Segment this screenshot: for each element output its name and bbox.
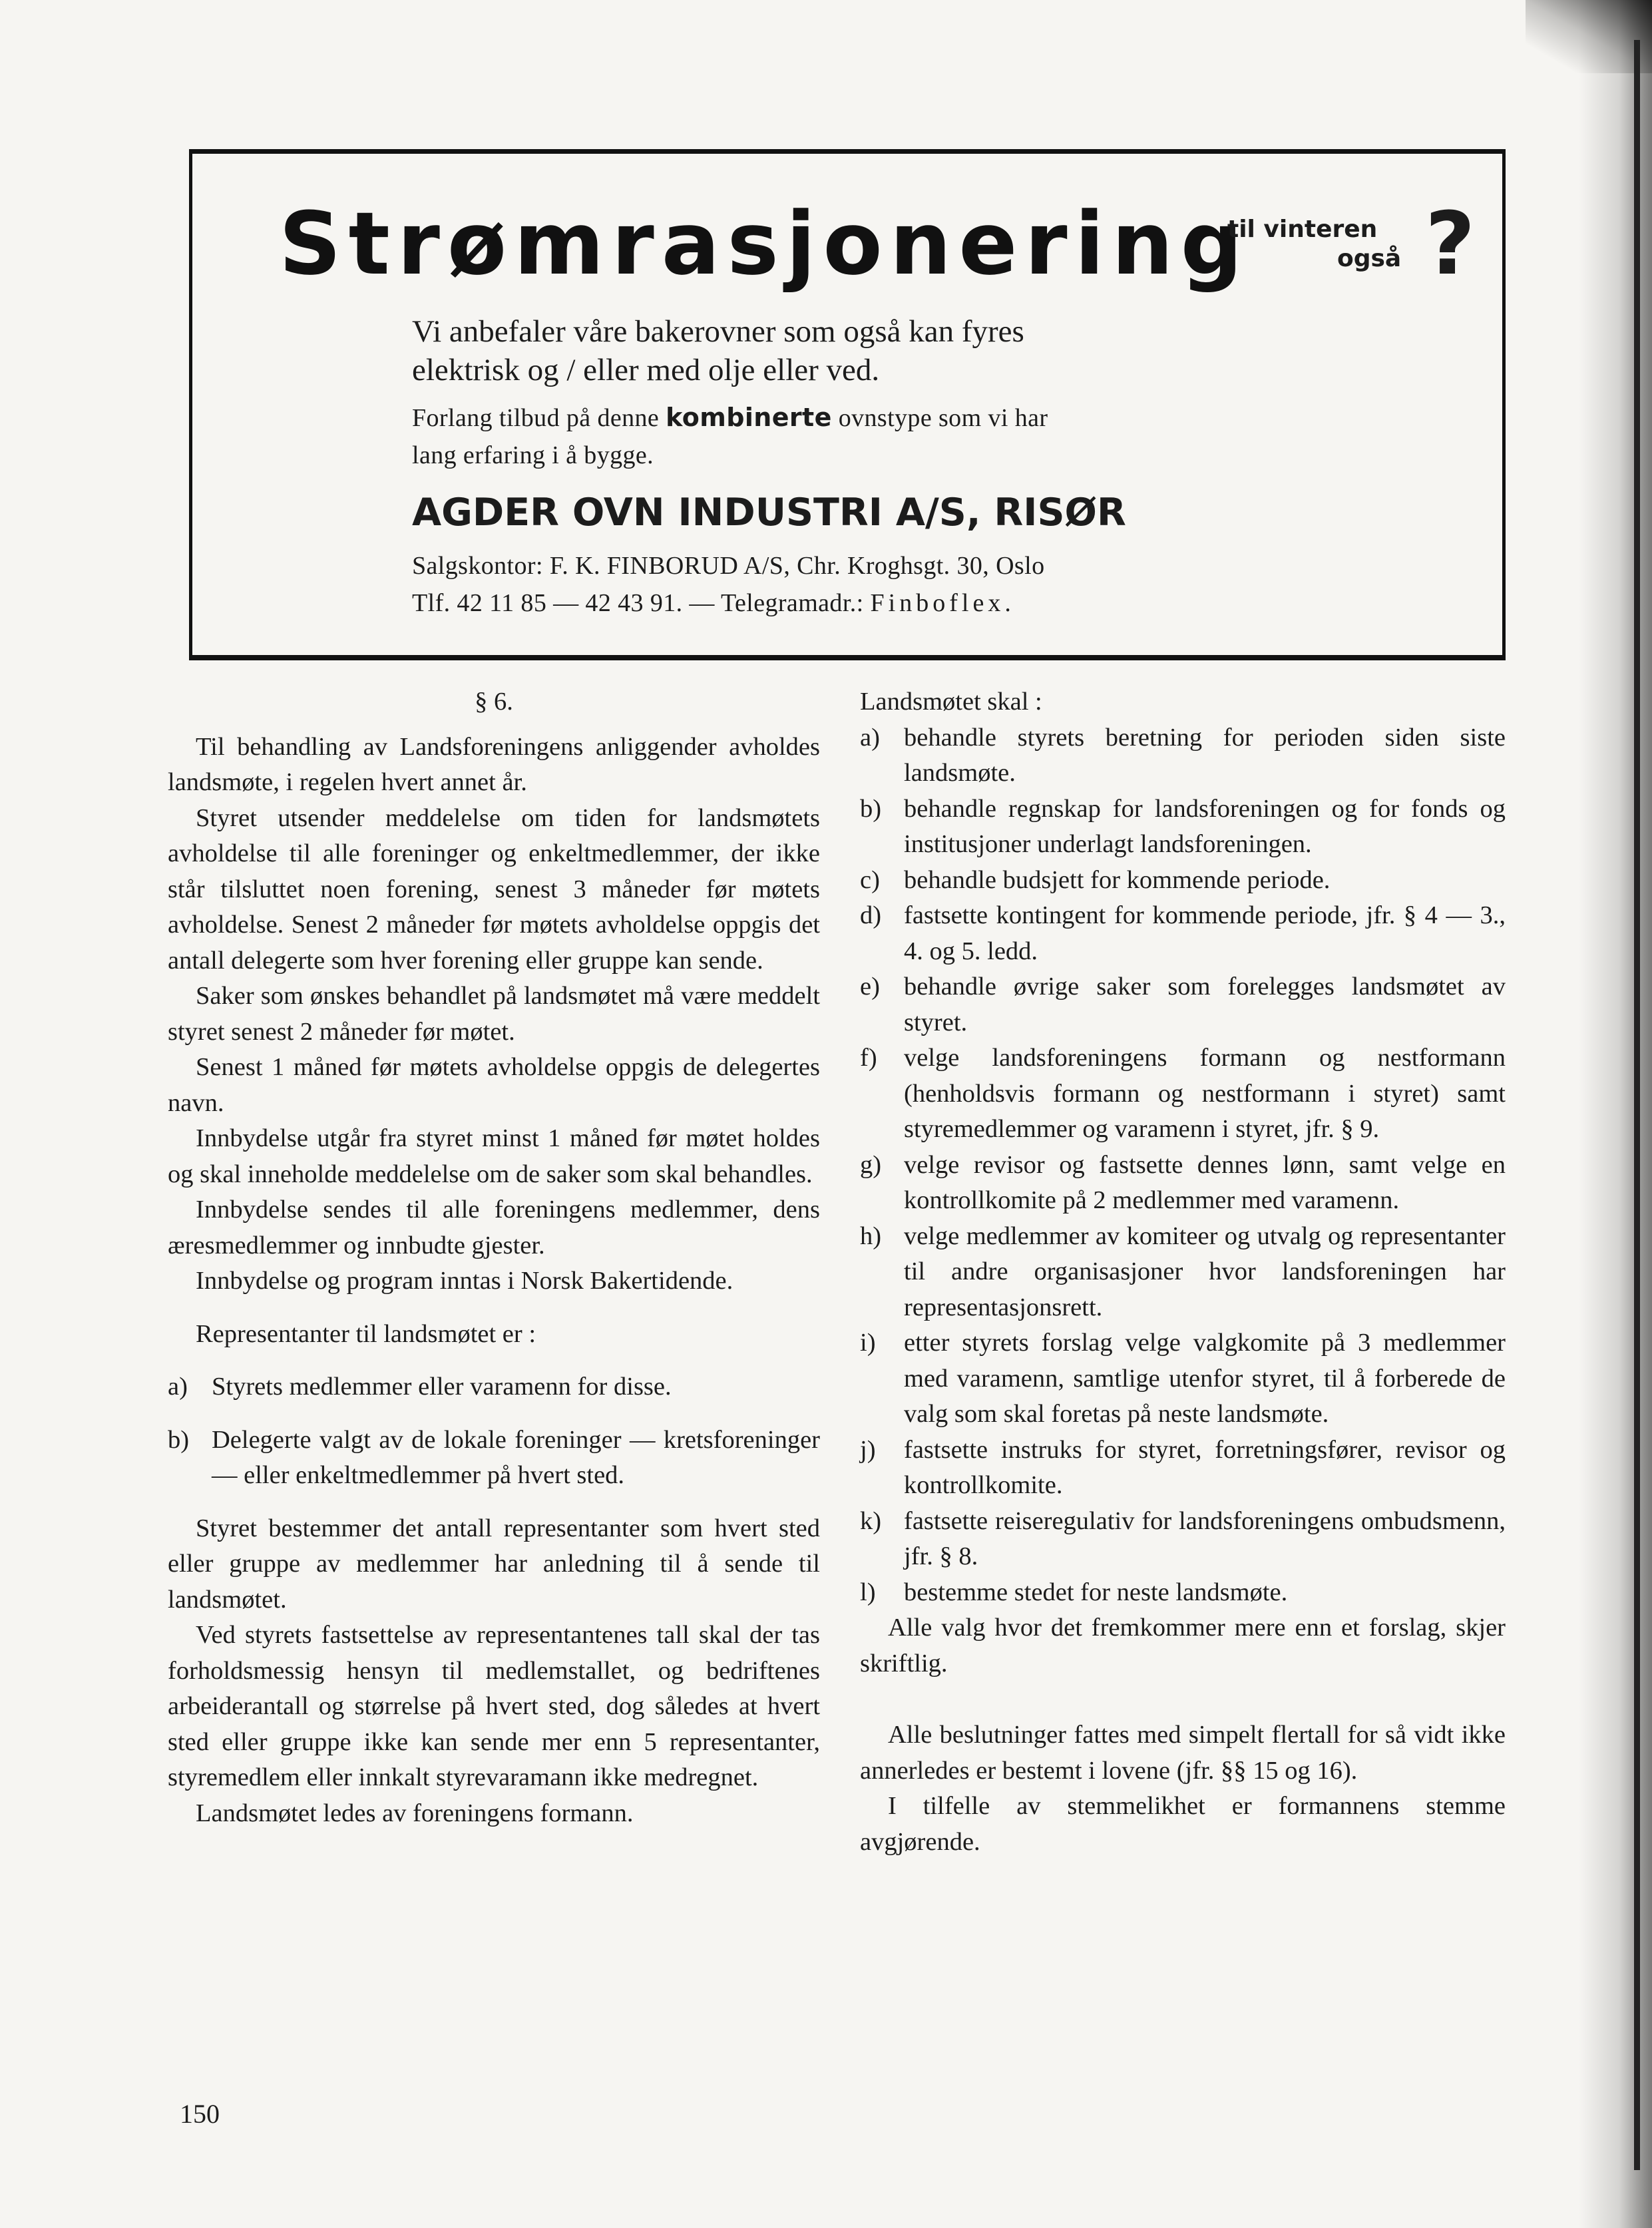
- list-item: [168, 1423, 820, 1494]
- agenda-item-label: j): [860, 1435, 876, 1464]
- list-item-text: Styrets medlemmer eller varamenn for disse.: [212, 1373, 672, 1401]
- ad-line-text: Forlang tilbud på denne: [412, 404, 660, 432]
- list-item: [168, 1369, 820, 1405]
- agenda-item-text: etter styrets forslag velge valgkomite på 3 medlemmer med varamenn, samtlige utenfor styret, til å forberede de valg som skal foretas på neste landsmøte.: [904, 1329, 1506, 1428]
- paragraph: Innbydelse sendes til alle foreningens medlemmer, dens æresmedlemmer og innbudte gjester.: [168, 1196, 820, 1259]
- agenda-item-text: velge revisor og fastsette dennes lønn, samt velge en kontrollkomite på 2 medlemmer med varamenn.: [904, 1150, 1506, 1214]
- ad-line-text: ovnstype som vi har: [838, 404, 1048, 432]
- agenda-item: [860, 1219, 1506, 1326]
- agenda-item: [860, 1148, 1506, 1219]
- page-corner-shadow: [1526, 0, 1652, 73]
- agenda-item-text: velge landsforeningens formann og nestformann (henholdsvis formann og nestformann i styret) samt styremedlemmer og varamenn i styret, jfr. § 9.: [904, 1044, 1506, 1143]
- agenda-item: [860, 898, 1506, 969]
- advertisement-body: [412, 312, 1284, 622]
- agenda-item-text: behandle styrets beretning for perioden siden siste landsmøte.: [904, 723, 1506, 787]
- headline-sub-til: til vinteren: [1227, 216, 1378, 243]
- paragraph: Ved styrets fastsettelse av representantenes tall skal der tas forholdsmessig hensyn til medlemstallet, og bedriftenes arbeiderantall og størrelse på hvert sted, dog således at hvert sted eller gruppe ikke kan sende mer enn 5 representanter, styremedlem eller innkalt styrevaramann ikke medregnet.: [168, 1621, 820, 1791]
- advertisement-headline: Strømrasjonering: [279, 193, 1250, 294]
- paragraph: Innbydelse utgår fra styret minst 1 måned før møtet holdes og skal inneholde meddelelse om de saker som skal behandles.: [168, 1124, 820, 1188]
- advertisement-headline-row: [279, 190, 1477, 297]
- ad-telegram: Finboflex.: [870, 589, 1015, 617]
- agenda-item-label: c): [860, 865, 880, 894]
- section-heading: § 6.: [475, 688, 513, 716]
- agenda-item-text: velge medlemmer av komiteer og utvalg og representanter til andre organisasjoner hvor landsforeningen har representasjonsrett.: [904, 1222, 1506, 1321]
- agenda-item-label: g): [860, 1150, 882, 1179]
- paragraph: Alle valg hvor det fremkommer mere enn et forslag, skjer skriftlig.: [860, 1614, 1506, 1677]
- page-edge-shadow: [1579, 0, 1652, 2228]
- paragraph: Innbydelse og program inntas i Norsk Bakertidende.: [196, 1267, 733, 1295]
- ad-line: [412, 399, 1284, 437]
- agenda-item-text: behandle budsjett for kommende periode.: [904, 865, 1331, 894]
- agenda-item-text: behandle øvrige saker som forelegges landsmøtet av styret.: [904, 973, 1506, 1036]
- agenda-item-label: k): [860, 1506, 882, 1535]
- representatives-intro: Representanter til landsmøtet er :: [196, 1319, 536, 1348]
- ad-address: Salgskontor: F. K. FINBORUD A/S, Chr. Kroghsgt. 30, Oslo: [412, 552, 1045, 580]
- binding-edge: [1634, 40, 1640, 2170]
- headline-sub-ogsa: også: [1337, 245, 1402, 272]
- ad-phone: [412, 584, 1284, 622]
- ad-phone-text: Tlf. 42 11 85 — 42 43 91. — Telegramadr.:: [412, 589, 864, 617]
- agenda-item-text: fastsette reiseregulativ for landsforeningens ombudsmenn, jfr. § 8.: [904, 1506, 1506, 1570]
- paragraph: Til behandling av Landsforeningens anliggender avholdes landsmøte, i regelen hvert annet år.: [168, 732, 820, 796]
- paragraph: Senest 1 måned før møtets avholdelse oppgis de delegertes navn.: [168, 1053, 820, 1117]
- ad-line: elektrisk og / eller med olje eller ved.: [412, 353, 880, 387]
- agenda-item-label: a): [860, 723, 880, 752]
- agenda-item-label: e): [860, 973, 880, 1001]
- ad-line: Vi anbefaler våre bakerovner som også kan fyres: [412, 314, 1024, 349]
- paragraph: Landsmøtet ledes av foreningens formann.: [196, 1799, 634, 1827]
- list-item-label: b): [168, 1425, 190, 1454]
- agenda-item-label: i): [860, 1329, 876, 1357]
- agenda-item-text: fastsette kontingent for kommende periode, jfr. § 4 — 3., 4. og 5. ledd.: [904, 901, 1506, 965]
- agenda-item: [860, 1433, 1506, 1504]
- list-item-label: a): [168, 1373, 188, 1401]
- agenda-item-label: d): [860, 901, 882, 929]
- agenda-item-label: f): [860, 1044, 877, 1072]
- agenda-item-label: l): [860, 1578, 876, 1606]
- page-number: 150: [180, 2099, 220, 2129]
- company-name: AGDER OVN INDUSTRI A/S, RISØR: [412, 491, 1126, 535]
- paragraph: Alle beslutninger fattes med simpelt flertall for så vidt ikke annerledes er bestemt i lovene (jfr. §§ 15 og 16).: [860, 1721, 1506, 1785]
- agenda-item: [860, 1575, 1506, 1611]
- paragraph: Styret bestemmer det antall representanter som hvert sted eller gruppe av medlemmer har anledning til å sende til landsmøtet.: [168, 1514, 820, 1614]
- paragraph: Styret utsender meddelelse om tiden for landsmøtets avholdelse til alle foreninger og enkeltmedlemmer, der ikke står tilsluttet noen forening, senest 3 måneder før møtets avholdelse. Senest 2 måneder før møtets avholdelse oppgis det antall delegerte som hver forening eller gruppe kan sende.: [168, 803, 820, 975]
- agenda-item: [860, 1504, 1506, 1575]
- agenda-item-text: behandle regnskap for landsforeningen og for fonds og institusjoner underlagt landsforeningen.: [904, 794, 1506, 858]
- agenda-intro: Landsmøtet skal :: [860, 688, 1042, 716]
- agenda-item: [860, 863, 1506, 899]
- paragraph: I tilfelle av stemmelikhet er formannens stemme avgjørende.: [860, 1792, 1506, 1856]
- agenda-item: [860, 720, 1506, 791]
- agenda-item-label: b): [860, 794, 882, 823]
- paragraph: Saker som ønskes behandlet på landsmøtet må være meddelt styret senest 2 måneder før møtet.: [168, 982, 820, 1046]
- ad-line: lang erfaring i å bygge.: [412, 441, 654, 469]
- agenda-list: [860, 720, 1506, 1611]
- headline-question-mark: ?: [1425, 193, 1476, 294]
- agenda-item: [860, 1325, 1506, 1433]
- list-item-text: Delegerte valgt av de lokale foreninger — kretsforeninger — eller enkeltmedlemmer på hvert sted.: [212, 1425, 820, 1489]
- agenda-item-label: h): [860, 1222, 882, 1250]
- agenda-item: [860, 1040, 1506, 1148]
- advertisement-box: [189, 149, 1506, 660]
- agenda-item: [860, 969, 1506, 1040]
- agenda-item: [860, 791, 1506, 863]
- agenda-item-text: bestemme stedet for neste landsmøte.: [904, 1578, 1288, 1606]
- left-column: [168, 684, 820, 1831]
- right-column: [860, 684, 1506, 1860]
- agenda-item-text: fastsette instruks for styret, forretningsfører, revisor og kontrollkomite.: [904, 1435, 1506, 1499]
- ad-bold-word: kombinerte: [666, 403, 832, 432]
